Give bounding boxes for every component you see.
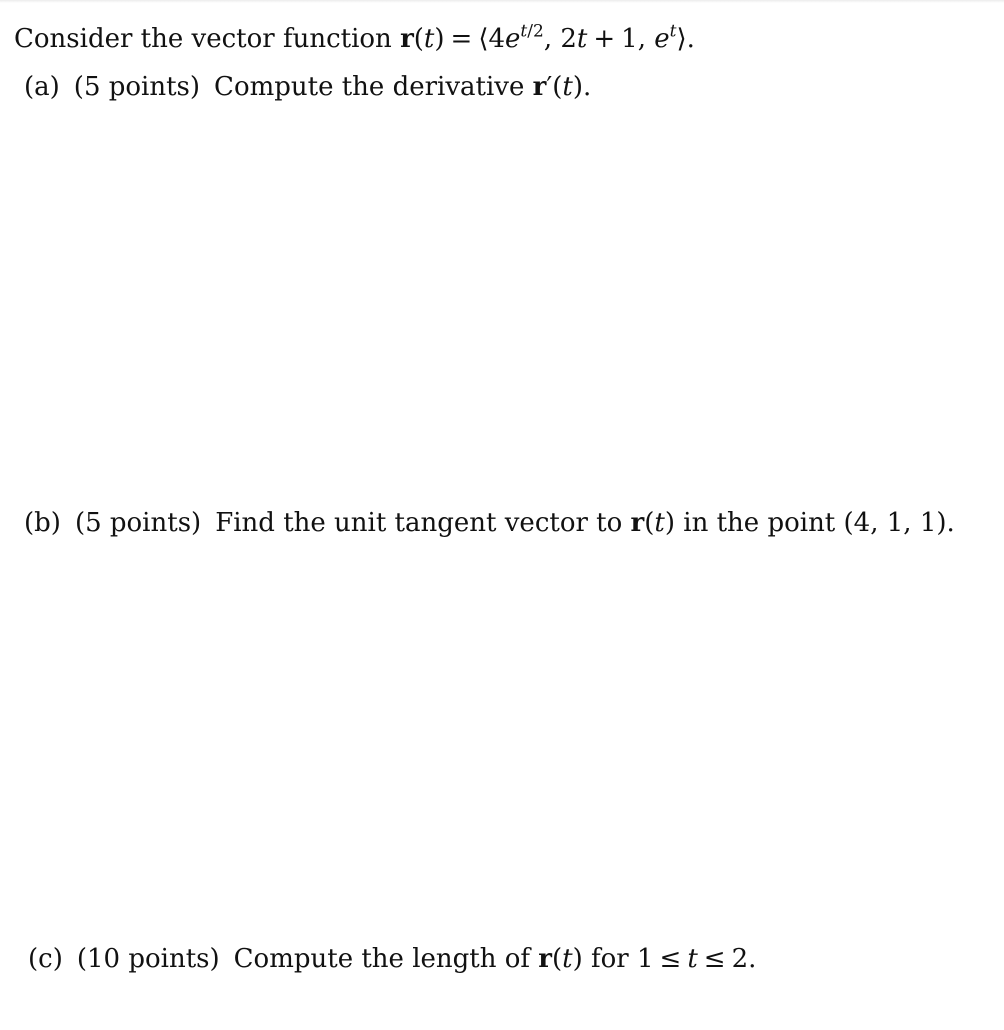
part-a-points: (5 points) [73,72,201,102]
part-b-function: r(t) [630,508,676,538]
part-b-label: (b) [24,508,61,538]
part-a-expression: r′(t). [532,72,592,102]
question-part-c [28,942,756,976]
top-divider [0,0,1004,3]
part-b-text: Find the unit tangent vector to [215,508,623,538]
part-a-label: (a) [24,72,60,102]
part-c-function: r(t) [538,944,583,974]
part-c-text: Compute the length of [233,944,531,974]
part-c-text2: for [591,944,629,974]
problem-statement [14,22,695,56]
question-part-b: (b) (5 points) Find the unit tangent vector to r(t) in the point (4, 1, 1). [24,508,955,538]
part-c-points: (10 points) [76,944,220,974]
vector-function-definition: $r(t) = ⟨4e^{t/2}$, 2t + 1, $e^t⟩$. [400,21,695,54]
part-a-text: Compute the derivative [214,72,525,102]
question-part-a [24,70,591,104]
intro-text: Consider the vector function [14,24,392,54]
part-b-text2: in the point [683,508,836,538]
part-c-interval: 1 ≤ t ≤ 2. [637,944,757,974]
part-c-label: (c) [28,944,63,974]
part-b-points: (5 points) [74,508,202,538]
part-b-point: (4, 1, 1) [843,508,947,538]
